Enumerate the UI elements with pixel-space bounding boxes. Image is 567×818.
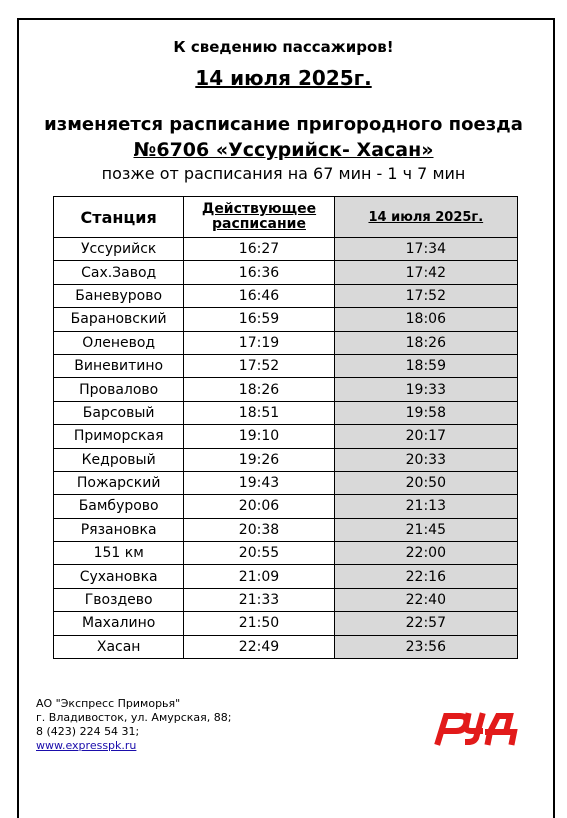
changed-time-cell: 22:16 <box>334 565 517 588</box>
current-time-cell: 20:55 <box>184 542 334 565</box>
table-row <box>54 378 518 401</box>
changed-time-cell: 21:13 <box>334 495 517 518</box>
footer-company: АО "Экспресс Приморья" <box>36 697 181 710</box>
changed-time-cell: 20:33 <box>334 448 517 471</box>
current-time-cell: 19:10 <box>184 425 334 448</box>
table-row <box>54 518 518 541</box>
footer-address: г. Владивосток, ул. Амурская, 88; <box>36 711 232 724</box>
train-name: №6706 «Уссурийск- Хасан» <box>133 139 434 161</box>
current-time-cell: 18:26 <box>184 378 334 401</box>
station-cell: Провалово <box>54 378 184 401</box>
current-time-cell: 18:51 <box>184 401 334 424</box>
station-cell: Бамбурово <box>54 495 184 518</box>
station-cell: Гвоздево <box>54 588 184 611</box>
station-cell: Уссурийск <box>54 238 184 261</box>
current-time-cell: 21:33 <box>184 588 334 611</box>
table-row <box>54 542 518 565</box>
station-cell: Рязановка <box>54 518 184 541</box>
station-cell: Барсовый <box>54 401 184 424</box>
delay-info: позже от расписания на 67 мин - 1 ч 7 мин <box>101 164 466 183</box>
changed-time-cell: 22:57 <box>334 612 517 635</box>
table-row <box>54 425 518 448</box>
table-row <box>54 565 518 588</box>
changed-time-cell: 17:52 <box>334 284 517 307</box>
table-row <box>54 588 518 611</box>
current-time-cell: 22:49 <box>184 635 334 658</box>
station-cell: Махалино <box>54 612 184 635</box>
column-header-changed: 14 июля 2025г. <box>334 197 517 238</box>
changed-time-cell: 20:50 <box>334 471 517 494</box>
station-cell: Барановский <box>54 308 184 331</box>
current-time-cell: 17:19 <box>184 331 334 354</box>
table-row <box>54 238 518 261</box>
changed-time-cell: 19:33 <box>334 378 517 401</box>
current-time-cell: 21:09 <box>184 565 334 588</box>
changed-time-cell: 21:45 <box>334 518 517 541</box>
current-time-cell: 19:43 <box>184 471 334 494</box>
column-header-current: Действующее расписание <box>184 197 334 238</box>
current-time-cell: 16:27 <box>184 238 334 261</box>
station-cell: Пожарский <box>54 471 184 494</box>
changed-time-cell: 22:00 <box>334 542 517 565</box>
changed-time-cell: 17:42 <box>334 261 517 284</box>
station-cell: Баневурово <box>54 284 184 307</box>
schedule-body <box>54 238 518 659</box>
schedule-table <box>53 196 518 659</box>
changed-time-cell: 18:59 <box>334 354 517 377</box>
table-row <box>54 471 518 494</box>
station-cell: Виневитино <box>54 354 184 377</box>
station-cell: Оленевод <box>54 331 184 354</box>
notice-title: К сведению пассажиров! <box>173 38 394 56</box>
changed-time-cell: 18:06 <box>334 308 517 331</box>
current-time-cell: 20:38 <box>184 518 334 541</box>
notice-date: 14 июля 2025г. <box>195 66 372 90</box>
rzd-logo-icon <box>430 702 520 747</box>
current-time-cell: 16:36 <box>184 261 334 284</box>
station-cell: Приморская <box>54 425 184 448</box>
current-time-cell: 17:52 <box>184 354 334 377</box>
footer-website-link[interactable]: www.expresspk.ru <box>36 739 137 752</box>
footer-phone: 8 (423) 224 54 31; <box>36 725 140 738</box>
table-row <box>54 495 518 518</box>
footer-contacts <box>36 697 231 753</box>
table-row <box>54 261 518 284</box>
station-cell: Сах.Завод <box>54 261 184 284</box>
current-time-cell: 19:26 <box>184 448 334 471</box>
station-cell: Кедровый <box>54 448 184 471</box>
station-cell: Хасан <box>54 635 184 658</box>
station-cell: Сухановка <box>54 565 184 588</box>
table-header-row <box>54 197 518 238</box>
changed-time-cell: 22:40 <box>334 588 517 611</box>
table-row <box>54 331 518 354</box>
changed-time-cell: 19:58 <box>334 401 517 424</box>
table-row <box>54 448 518 471</box>
table-row <box>54 354 518 377</box>
table-row <box>54 635 518 658</box>
table-row <box>54 308 518 331</box>
table-row <box>54 401 518 424</box>
current-time-cell: 20:06 <box>184 495 334 518</box>
table-row <box>54 284 518 307</box>
table-row <box>54 612 518 635</box>
changed-time-cell: 23:56 <box>334 635 517 658</box>
changed-time-cell: 17:34 <box>334 238 517 261</box>
headline: изменяется расписание пригородного поезда <box>44 114 523 135</box>
current-time-cell: 16:59 <box>184 308 334 331</box>
changed-time-cell: 18:26 <box>334 331 517 354</box>
station-cell: 151 км <box>54 542 184 565</box>
column-header-station: Станция <box>54 197 184 238</box>
current-time-cell: 21:50 <box>184 612 334 635</box>
changed-time-cell: 20:17 <box>334 425 517 448</box>
current-time-cell: 16:46 <box>184 284 334 307</box>
